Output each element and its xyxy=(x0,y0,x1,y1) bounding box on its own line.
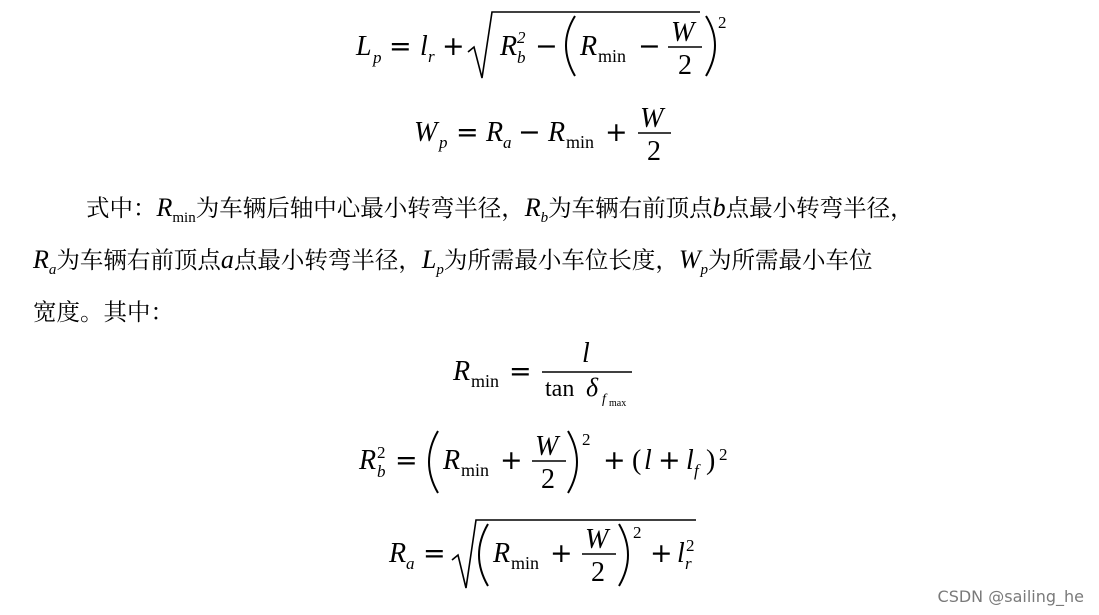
eq4-l2: l xyxy=(686,445,694,476)
eq4-plus: + xyxy=(500,445,523,476)
eq5-left-paren xyxy=(479,524,488,586)
para-rb-def-a: 为车辆右前顶点 xyxy=(548,194,713,222)
eq5-rmin: R xyxy=(493,538,511,569)
equation-rmin xyxy=(452,338,632,409)
eq1-outer-sup: 2 xyxy=(718,13,727,32)
eq5-right-paren xyxy=(619,524,628,586)
eq1-plus: + xyxy=(442,31,465,62)
eq5-rmin-sub: min xyxy=(511,553,540,573)
eq3-den-subsub: max xyxy=(609,398,627,409)
sym-ra: R xyxy=(33,245,49,274)
eq1-rb-sub: b xyxy=(517,48,526,67)
eq4-lhs-sup: 2 xyxy=(377,443,386,462)
eq1-frac-den: 2 xyxy=(678,50,692,81)
eq3-equals: = xyxy=(509,356,532,387)
eq3-lhs: R xyxy=(453,356,471,387)
eq1-rb-sup: 2 xyxy=(517,28,526,47)
eq4-frac-den: 2 xyxy=(541,464,555,495)
eq4-l2-sub: f xyxy=(694,461,699,480)
eq2-frac-num: W xyxy=(640,103,664,134)
eq1-frac-num: W xyxy=(671,17,695,48)
eq2-plus: + xyxy=(605,117,628,148)
eq5-frac-den: 2 xyxy=(591,557,605,588)
eq1-rmin-sub: min xyxy=(598,46,627,66)
eq4-sup2: 2 xyxy=(719,445,728,464)
eq4-sup1: 2 xyxy=(582,430,591,449)
eq4-frac-num: W xyxy=(535,431,559,462)
eq3-lhs-sub: min xyxy=(471,371,500,391)
eq3-den-sub: f xyxy=(602,392,606,407)
eq5-frac-num: W xyxy=(585,524,609,555)
sym-lp: L xyxy=(421,245,437,274)
para-point-b: b xyxy=(712,193,726,222)
sym-rmin-sub: min xyxy=(172,210,196,226)
para-line-1 xyxy=(33,189,1073,237)
eq2-minus: − xyxy=(518,117,541,148)
eq4-rmin: R xyxy=(443,445,461,476)
sym-wp-sub: p xyxy=(700,262,709,278)
eq1-equals: = xyxy=(389,31,412,62)
para-lp-def: 为所需最小车位长度， xyxy=(443,246,679,274)
para-ra-def-a: 为车辆右前顶点 xyxy=(56,246,221,274)
eq4-plus3: + xyxy=(658,445,681,476)
definitions-paragraph xyxy=(33,189,1073,331)
para-line-2 xyxy=(33,241,1073,289)
equation-rb2 xyxy=(358,430,728,495)
para-line-3 xyxy=(33,293,1073,331)
eq4-lhs: R xyxy=(359,445,377,476)
eq1-term1: l xyxy=(420,31,428,62)
eq1-minus2: − xyxy=(638,31,661,62)
eq4-lparen2: ( xyxy=(632,445,642,476)
para-rb-def-b: 点最小转弯半径， xyxy=(725,194,914,222)
eq3-den-fn: tan xyxy=(545,376,575,402)
eq5-lr-sup: 2 xyxy=(686,536,695,555)
eq4-rparen2: ) xyxy=(706,445,716,476)
eq4-lhs-sub: b xyxy=(377,462,386,481)
eq5-lhs-sub: a xyxy=(406,554,415,573)
eq4-rmin-sub: min xyxy=(461,460,490,480)
equation-lp xyxy=(355,12,727,81)
eq2-lhs: W xyxy=(414,117,438,148)
eq1-rb: R xyxy=(500,31,518,62)
sym-wp: W xyxy=(678,245,701,274)
eq4-plus2: + xyxy=(603,445,626,476)
sym-lp-sub: p xyxy=(436,262,444,278)
watermark: CSDN @sailing_he xyxy=(937,587,1084,606)
eq4-equals: = xyxy=(395,445,418,476)
para-point-a: a xyxy=(220,245,234,274)
sym-rb-sub: b xyxy=(540,210,549,226)
eq3-num: l xyxy=(582,338,590,369)
eq2-frac-den: 2 xyxy=(647,136,661,167)
sym-r: R xyxy=(156,193,173,222)
equation-ra xyxy=(388,520,696,588)
eq2-ra-sub: a xyxy=(503,133,512,152)
para-rmin-def: 为车辆后轴中心最小转弯半径， xyxy=(195,194,525,222)
eq2-rmin-sub: min xyxy=(566,132,595,152)
eq2-equals: = xyxy=(456,117,479,148)
para-ra-def-b: 点最小转弯半径， xyxy=(233,246,422,274)
eq2-rmin: R xyxy=(548,117,566,148)
eq4-l1: l xyxy=(644,445,652,476)
eq5-equals: = xyxy=(423,538,446,569)
eq1-term1-sub: r xyxy=(428,47,435,66)
eq4-left-paren xyxy=(429,431,438,493)
eq1-rmin: R xyxy=(580,31,598,62)
eq5-lr: l xyxy=(677,538,685,569)
eq5-sup1: 2 xyxy=(633,523,642,542)
eq4-right-paren xyxy=(568,431,577,493)
eq5-plus: + xyxy=(550,538,573,569)
eq1-right-paren xyxy=(706,16,715,76)
eq1-left-paren xyxy=(566,16,575,76)
equation-wp xyxy=(414,103,671,167)
para-wp-def2: 宽度。其中： xyxy=(33,298,174,326)
eq5-plus2: + xyxy=(650,538,673,569)
eq1-lhs: L xyxy=(356,31,372,62)
para-intro: 式中： xyxy=(86,194,157,222)
eq3-den-var: δ xyxy=(586,373,599,402)
sym-ra-sub: a xyxy=(48,262,57,278)
eq1-lhs-sub: p xyxy=(373,48,382,67)
para-wp-def: 为所需最小车位 xyxy=(708,246,873,274)
eq2-ra: R xyxy=(486,117,504,148)
eq2-lhs-sub: p xyxy=(439,133,448,152)
eq5-lr-sub: r xyxy=(685,554,692,573)
eq5-lhs: R xyxy=(389,538,407,569)
eq1-minus: − xyxy=(535,31,558,62)
sym-rb: R xyxy=(524,193,541,222)
